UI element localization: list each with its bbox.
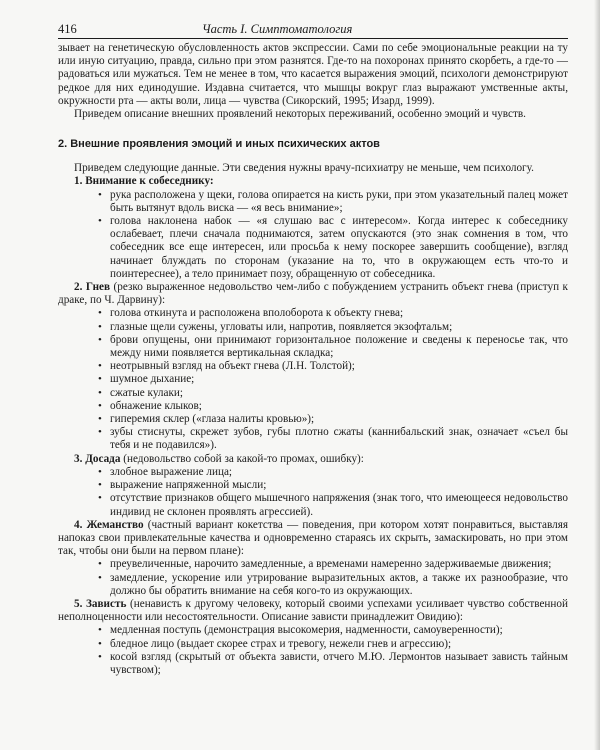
item-title: 5. Зависть	[74, 597, 127, 610]
item-heading	[58, 598, 568, 624]
page-edge-shadow	[594, 0, 600, 750]
list-item: • выражение напряженной мысли;	[110, 479, 568, 492]
item-title: 1. Внимание к собеседнику:	[74, 175, 214, 188]
item-heading	[58, 519, 568, 559]
list-item: • замедление, ускорение или утрирование выразительных актов, а также их разнообразие, что должно бы обратить внимание на себя кого-то из окружающих.	[110, 572, 568, 598]
item-description: (ненависть к другому человеку, который своими успехами усиливает чувство собственной неполноценности или несостоятельности. Описание зависти принадлежит Овидию):	[58, 597, 568, 624]
item-description: (частный вариант кокетства — поведения, при котором хотят понравиться, выставляя напоказ свои привлекательные качества и одновременно стараясь их скрыть, замаскировать, но при этом так, чтобы они были на первом плане):	[58, 518, 568, 558]
list-item: • рука расположена у щеки, голова опирается на кисть руки, при этом указательный палец может быть вытянут вдоль виска — «я весь внимание»;	[110, 189, 568, 215]
intro-paragraph: зывает на генетическую обусловленность актов экспрессии. Сами по себе эмоциональные реакции на ту или иную ситуацию, правда, сильно при этом разнятся. Где-то на похоронах принято скорбеть, а где-то — радоваться или мужаться. Тем не менее в том, что касается выражения эмоций, психологи демонстрируют редкое для них единодушие. Издавна считается, что мышцы вокруг глаз выражают умственные акты, окружности рта — акты воли, лица — чувства (Сикорский, 1995; Изард, 1999).	[58, 42, 568, 107]
list-item: • шумное дыхание;	[110, 373, 568, 386]
item-title: 3. Досада	[74, 452, 121, 465]
list-item: • глазные щели сужены, угловаты или, напротив, появляется экзофтальм;	[110, 321, 568, 334]
bullet-list	[58, 624, 568, 677]
page-number: 416	[58, 22, 77, 36]
list-item: • гиперемия склер («глаза налиты кровью»);	[110, 413, 568, 426]
item-description: (резко выраженное недовольство чем-либо с побуждением устранить объект гнева (приступ к драке, по Ч. Дарвину):	[58, 281, 568, 307]
list-item: • медленная поступь (демонстрация высокомерия, надменности, самоуверенности);	[110, 624, 568, 637]
intro-paragraph: Приведем описание внешних проявлений некоторых переживаний, особенно эмоций и чувств.	[74, 108, 526, 121]
running-title: Часть I. Симптоматология	[202, 22, 353, 36]
list-item: • отсутствие признаков общего мышечного напряжения (знак того, что имеющееся недовольство индивид не склонен проявлять агрессией).	[110, 492, 568, 518]
section-intro: Приведем следующие данные. Эти сведения нужны врачу-психиатру не меньше, чем психологу.	[74, 162, 534, 175]
bullet-list	[58, 558, 568, 598]
item-heading	[58, 281, 568, 307]
list-item: • неотрывный взгляд на объект гнева (Л.Н. Толстой);	[110, 360, 568, 373]
bullet-list	[58, 466, 568, 519]
item-heading	[58, 453, 568, 466]
item-description: (недовольство собой за какой-то промах, ошибку):	[120, 452, 364, 465]
list-item: • зубы стиснуты, скрежет зубов, губы плотно сжаты (каннибальский знак, означает «съел бы тебя и не подавился»).	[110, 426, 568, 452]
list-item: • голова откинута и расположена вполоборота к объекту гнева;	[110, 307, 568, 320]
list-item: • голова наклонена набок — «я слушаю вас с интересом». Когда интерес к собеседнику ослабевает, плечи сначала поднимаются, затем опускаются (это знак сомнения в том, что собеседник все еще интересен, или просьба к нему поскорее завершить сообщение), взгляд начинает блуждать по сторонам (указание на то, что в окружающем есть что-то и поинтереснее), а тело принимает позу, обращенную от собеседника.	[110, 215, 568, 281]
list-item: • сжатые кулаки;	[110, 387, 568, 400]
list-item: • бледное лицо (выдает скорее страх и тревогу, нежели гнев и агрессию);	[110, 638, 568, 651]
list-item: • злобное выражение лица;	[110, 466, 568, 479]
item-heading	[58, 175, 568, 188]
section-heading: 2. Внешние проявления эмоций и иных психических актов	[58, 138, 380, 151]
list-item: • косой взгляд (скрытый от объекта зависти, отчего М.Ю. Лермонтов называет зависть тайным чувством);	[110, 651, 568, 677]
list-item: • брови опущены, они принимают горизонтальное положение и сведены к переносье так, что между ними появляется вертикальная складка;	[110, 334, 568, 360]
list-item: • преувеличенные, нарочито замедленные, а временами намеренно задерживаемые движения;	[110, 558, 568, 571]
running-head	[58, 22, 568, 39]
item-title: 4. Жеманство	[74, 518, 144, 531]
bullet-list	[58, 189, 568, 281]
item-title: 2. Гнев	[74, 281, 111, 294]
bullet-list	[58, 307, 568, 452]
list-item: • обнажение клыков;	[110, 400, 568, 413]
